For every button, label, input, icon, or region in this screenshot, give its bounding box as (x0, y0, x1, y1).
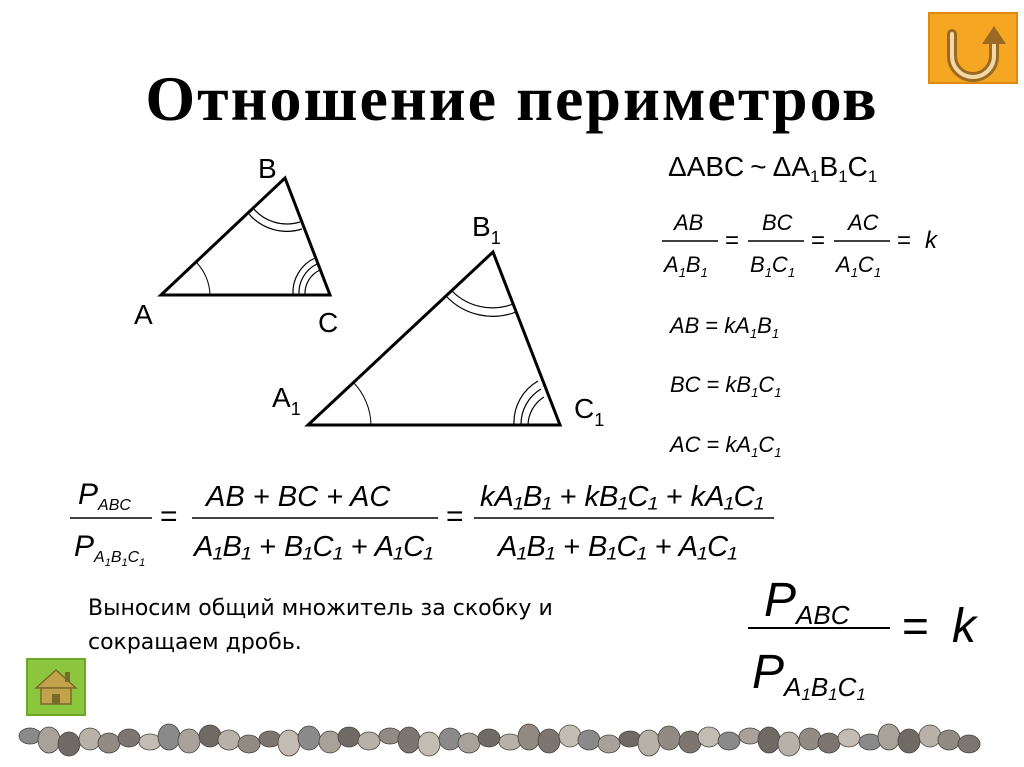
pebble (658, 726, 680, 750)
pebble (799, 728, 821, 750)
triangles-figure (0, 0, 640, 460)
pebble (898, 729, 920, 753)
pebble (478, 729, 500, 747)
pebble (758, 727, 780, 753)
svg-text:A₁B₁ + B₁C₁ + A₁C₁: A₁B₁ + B₁C₁ + A₁C₁ (194, 531, 434, 563)
perimeter-ratio-equation (60, 468, 800, 578)
pebble (679, 731, 701, 753)
label-c: C (318, 307, 339, 338)
pebble (398, 727, 420, 753)
pebble (919, 725, 941, 747)
pebble (278, 730, 300, 756)
pebble (938, 730, 960, 750)
pebble (638, 730, 660, 756)
page-title: Отношение периметров (145, 63, 879, 134)
pebble (698, 727, 720, 747)
svg-text:A1C1: $A_1C_1$ (836, 252, 882, 280)
svg-text:=: = (897, 227, 912, 254)
pebble (338, 727, 360, 747)
pebble (958, 735, 980, 753)
pebble (559, 725, 581, 747)
svg-text:PA1B1C1: PA1B1C1 (752, 646, 866, 704)
svg-text:PABC: PABC (764, 574, 850, 630)
svg-text:B1C1: $B_1C_1$ (750, 252, 796, 280)
triangle-abc (161, 178, 330, 295)
label-a1: $A_1$ (272, 382, 301, 419)
pebble (718, 732, 740, 750)
svg-text:k: k (952, 600, 976, 653)
pebble (518, 724, 540, 750)
result-formula (740, 558, 1010, 708)
back-button[interactable] (928, 12, 1018, 84)
pebble (538, 729, 560, 753)
svg-text:k: k (925, 227, 937, 254)
svg-text:A1B1: $A_1B_1$ (664, 252, 708, 280)
pebble (578, 730, 600, 750)
ratio-equation (662, 210, 939, 280)
pebble (838, 729, 860, 747)
pebble (199, 725, 221, 747)
pebble (778, 732, 800, 756)
pebble (98, 733, 120, 753)
pebble (79, 728, 101, 750)
equation-bc: BC = $kB_1C_1$ (670, 372, 782, 400)
formula-column (640, 130, 970, 470)
svg-text:=: = (902, 600, 929, 652)
pebble (298, 726, 320, 750)
triangle-a1b1c1 (308, 252, 560, 425)
svg-text:=: = (160, 500, 178, 533)
pebble (319, 731, 341, 753)
label-c1: $C_1$ (574, 393, 605, 430)
pebble (58, 732, 80, 756)
pebble (118, 729, 140, 747)
svg-text:PA1B1C1: $P_A1B1C1$ (74, 530, 146, 569)
equation-ac: AC = $kA_1C_1$ (670, 432, 782, 460)
svg-text:AB: AB (674, 210, 704, 235)
home-button[interactable] (26, 658, 86, 716)
pebble (38, 727, 60, 753)
pebble (878, 724, 900, 750)
pebble (439, 728, 461, 750)
svg-text:=: = (725, 227, 740, 254)
svg-text:BC: BC (762, 210, 793, 235)
explanation-text: Выносим общий множитель за скобку и сокращаем дробь. (88, 596, 553, 655)
svg-text:AC: AC (848, 210, 879, 235)
pebble (238, 735, 260, 753)
pebble (458, 733, 480, 753)
svg-text:PABC: $P_{ABC}$ (78, 478, 131, 514)
svg-text:AB + BC + AC: AB + BC + AC (206, 481, 391, 513)
label-b: B (258, 153, 277, 184)
pebble (598, 735, 620, 753)
pebble-border (0, 712, 1024, 767)
pebble (158, 724, 180, 750)
svg-text:kA₁B₁ + kB₁C₁ + kA₁C₁: kA₁B₁ + kB₁C₁ + kA₁C₁ (480, 481, 764, 513)
pebble (418, 732, 440, 756)
pebble (218, 730, 240, 750)
label-a: A (134, 299, 153, 330)
svg-text:=: = (446, 500, 464, 533)
pebble (818, 733, 840, 753)
similarity-statement: ΔABC ~ $\Delta A_1B_1C_1$ (668, 151, 878, 186)
equation-ab: AB = $kA_1B_1$ (670, 313, 780, 341)
svg-text:=: = (811, 227, 826, 254)
svg-text:A₁B₁ + B₁C₁ + A₁C₁: A₁B₁ + B₁C₁ + A₁C₁ (498, 531, 738, 563)
pebble (178, 729, 200, 753)
label-b1: $B_1$ (472, 211, 501, 248)
pebble (358, 732, 380, 750)
